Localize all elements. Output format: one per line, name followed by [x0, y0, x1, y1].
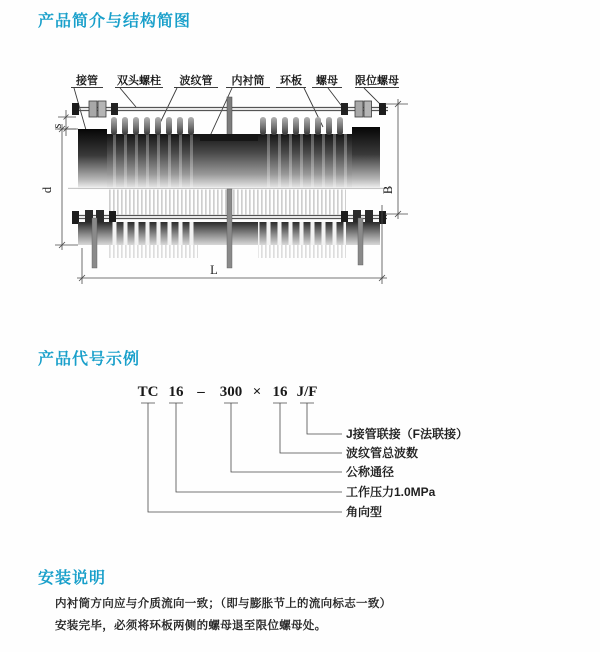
code-seg-type: TC [137, 384, 159, 400]
installation-line-2: 安装完毕，必须将环板两侧的螺母退至限位螺母处。 [55, 620, 327, 632]
liner-band [200, 134, 258, 141]
center-stud [227, 97, 232, 135]
label-ring-plate: 环板 [280, 75, 302, 87]
code-seg-times: × [252, 384, 262, 400]
dim-d-label: d [40, 186, 54, 194]
label-stud: 双头螺柱 [117, 75, 161, 87]
label-bellows: 波纹管 [179, 75, 213, 87]
code-seg-waves: 16 [272, 384, 288, 400]
code-seg-diameter: 300 [219, 384, 243, 400]
callout-type: 角向型 [346, 505, 383, 519]
bottom-stud-right [358, 218, 363, 265]
product-code-diagram [100, 376, 580, 536]
installation-instructions [55, 593, 555, 637]
callout-waves: 波纹管总波数 [346, 446, 419, 460]
code-callouts [346, 426, 468, 519]
label-liner: 内衬筒 [231, 75, 265, 87]
joint-body-lower [72, 189, 387, 268]
code-seg-dash: – [197, 384, 205, 400]
diagram-part-labels [71, 73, 399, 136]
top-right-nut [341, 103, 348, 115]
code-seg-connection: J/F [296, 384, 318, 400]
label-pipe: 接管 [76, 75, 98, 87]
top-right-limit-nut [379, 103, 386, 115]
callout-connection: J接管联接（F法联接） [346, 427, 469, 441]
bellows-right [260, 117, 343, 135]
callout-pressure: 工作压力1.0MPa [346, 485, 436, 499]
label-limit-nut: 限位螺母 [355, 75, 399, 87]
section-title-install: 安装说明 [38, 570, 107, 587]
bellows-left [111, 117, 194, 135]
ring-plate-right [352, 127, 380, 188]
code-segments [138, 384, 318, 400]
code-seg-pressure: 16 [168, 384, 184, 400]
structure-diagram [40, 62, 460, 312]
dim-B-label: B [381, 185, 395, 195]
dim-L-label: L [210, 263, 218, 277]
dimension-B [381, 99, 408, 219]
installation-line-1: 内衬筒方向应与介质流向一致；（即与膨胀节上的流向标志一致） [55, 598, 392, 610]
section-title-intro: 产品简介与结构简图 [38, 13, 192, 30]
ring-plate-left [78, 129, 107, 188]
dimension-d [40, 124, 78, 250]
callout-diameter: 公称通径 [346, 465, 395, 479]
section-title-code: 产品代号示例 [38, 351, 141, 368]
top-left-limit-nut [72, 103, 79, 115]
label-nut: 螺母 [316, 75, 338, 87]
dim-s-label: s [50, 123, 64, 129]
bottom-stud-center [227, 189, 232, 268]
bottom-stud-left [92, 218, 97, 268]
code-connector-lines [141, 403, 342, 512]
top-left-nut [111, 103, 118, 115]
